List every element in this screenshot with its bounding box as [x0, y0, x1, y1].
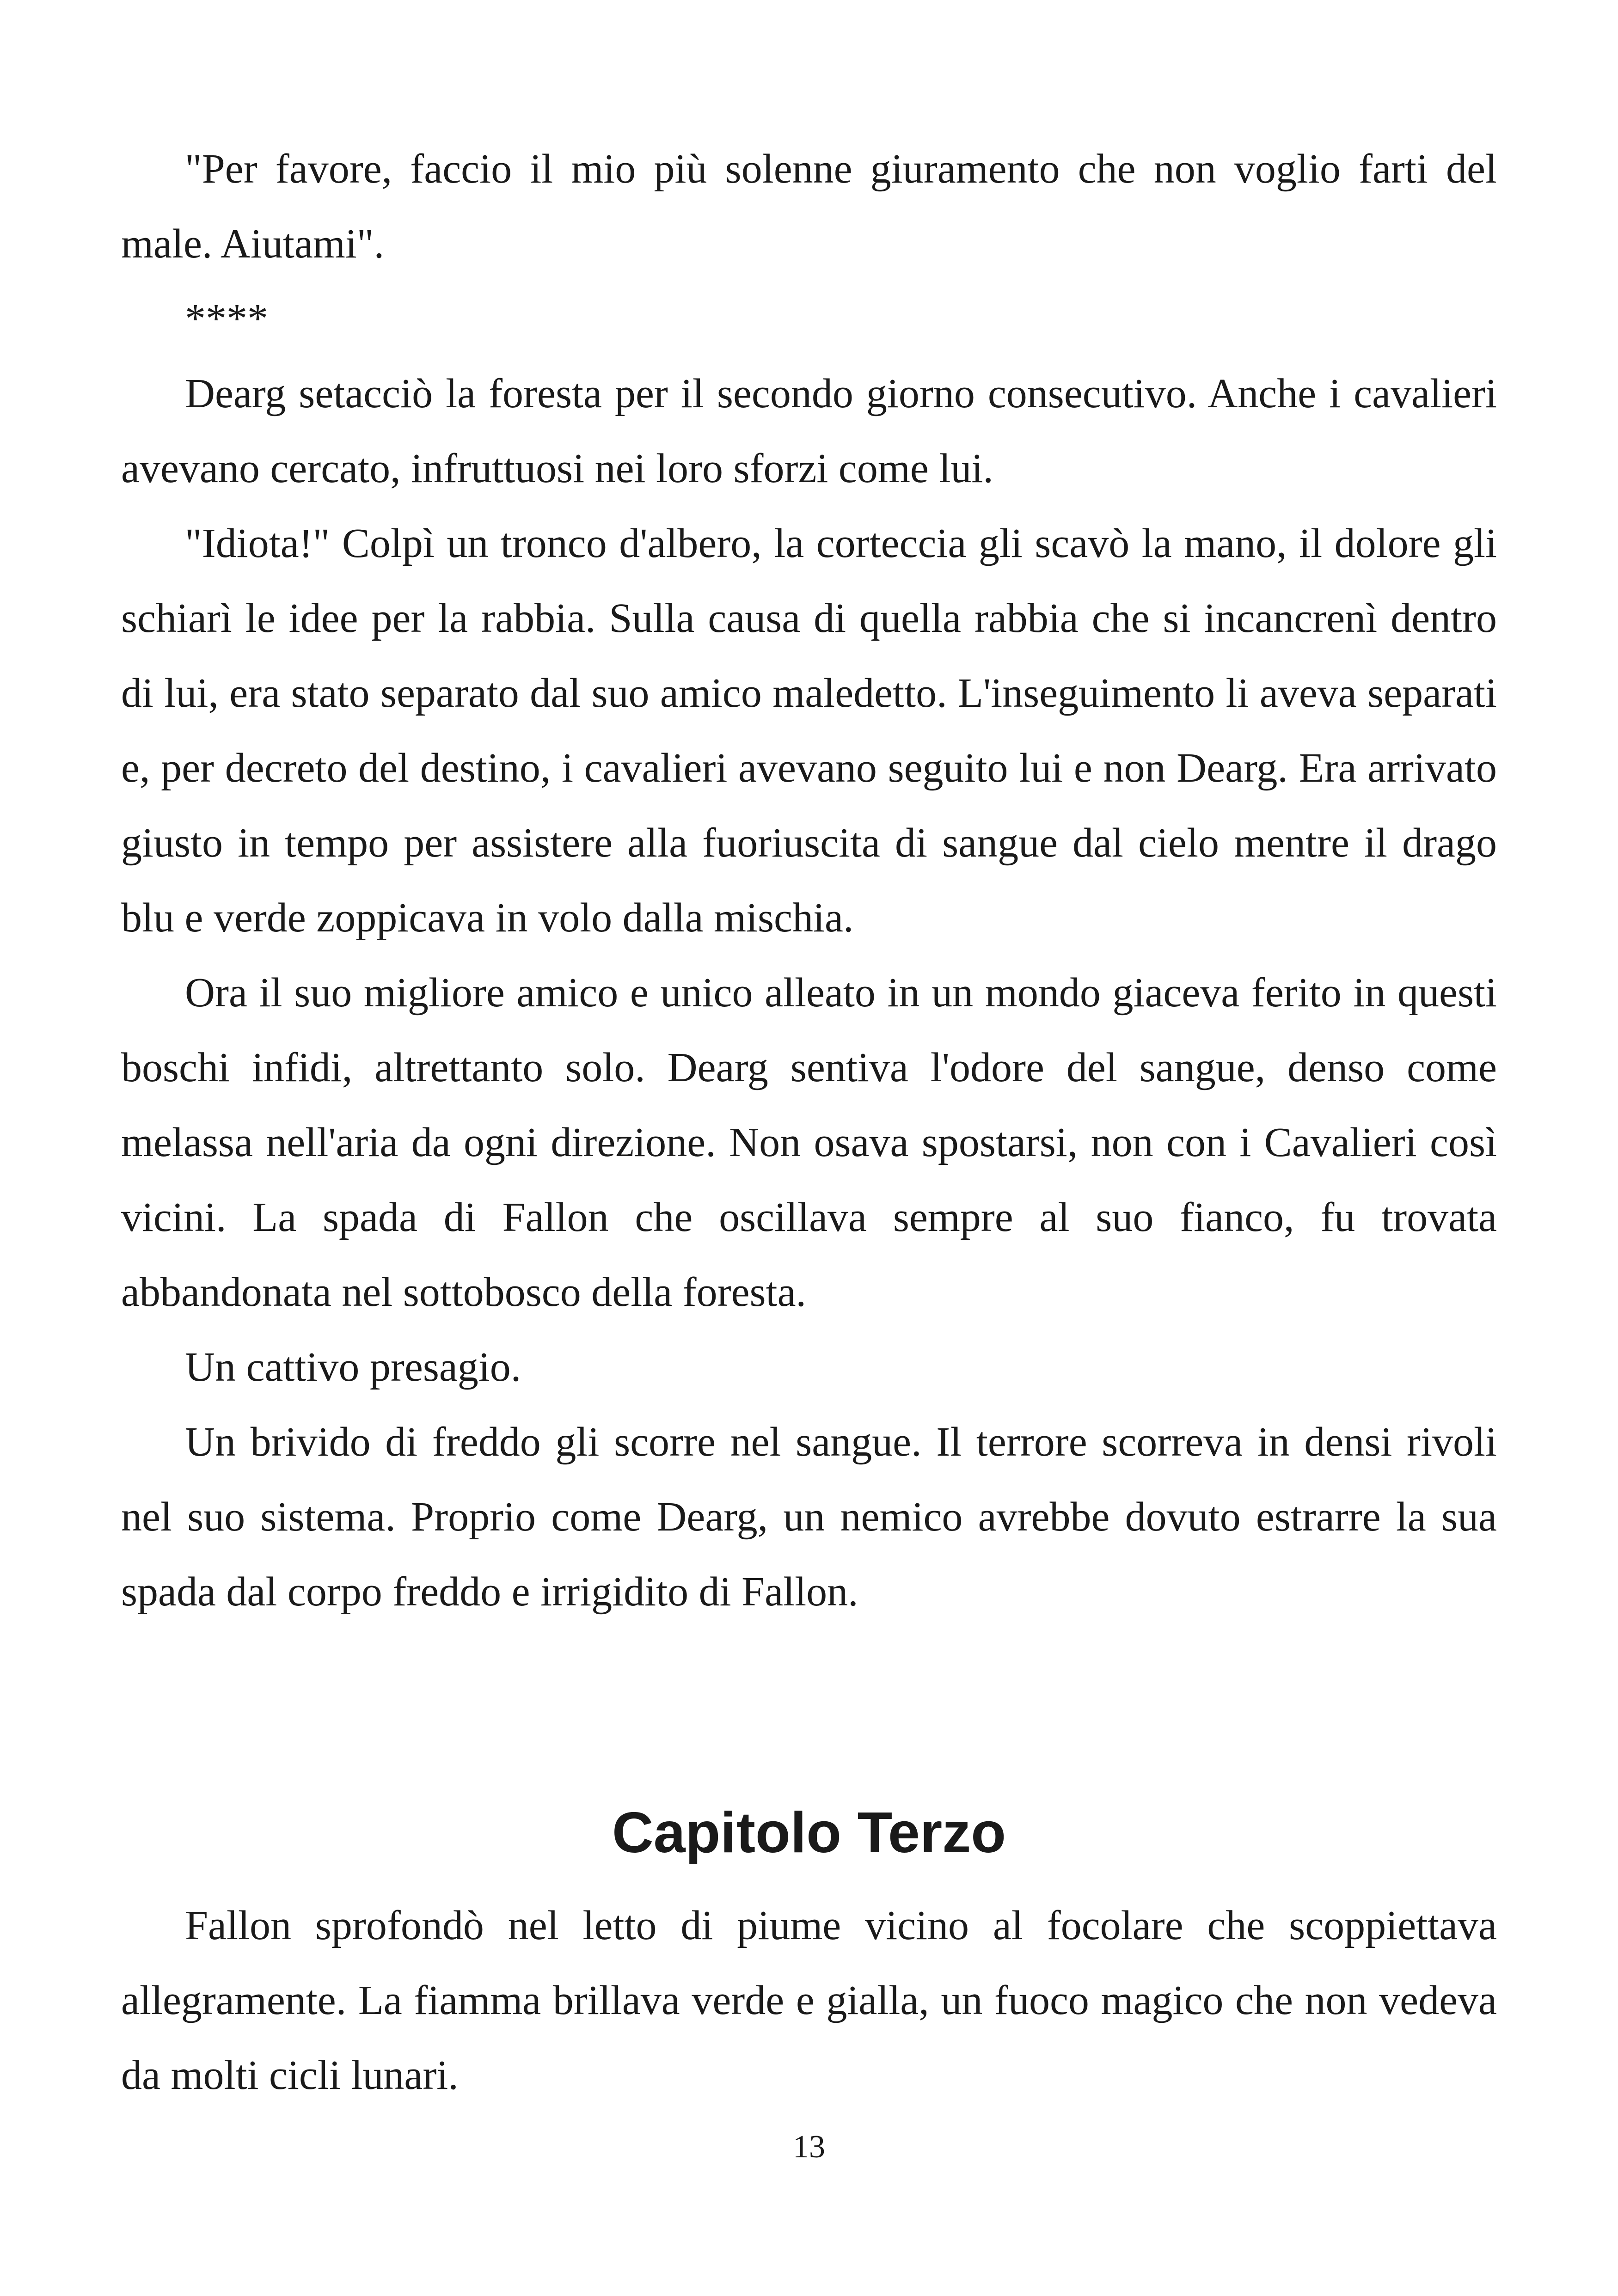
paragraph-best-friend: Ora il suo migliore amico e unico alleato in un mondo giaceva ferito in questi boschi infidi, altrettanto solo. Dearg sentiva l'odore del sangue, denso come melassa nell'aria da ogni direzione. Non osava spostarsi, non con i Cavalieri così vicini. La spada di Fallon che oscillava sempre al suo fianco, fu trovata abbandonata nel sottobosco della foresta.: [121, 970, 1497, 1315]
paragraph-dearg-search: Dearg setacciò la foresta per il secondo giorno consecutivo. Anche i cavalieri avevano cercato, infruttuosi nei loro sforzi come lui.: [121, 371, 1497, 491]
page-number: 13: [793, 2129, 825, 2165]
page-body: [121, 132, 1497, 2113]
paragraph-fallon-bed: Fallon sprofondò nel letto di piume vicino al focolare che scoppiettava allegramente. La fiamma brillava verde e gialla, un fuoco magico che non vedeva da molti cicli lunari.: [121, 1903, 1497, 2098]
paragraph-bad-omen: Un cattivo presagio.: [185, 1344, 521, 1390]
paragraph-plea: "Per favore, faccio il mio più solenne giuramento che non voglio farti del male. Aiutami".: [121, 146, 1497, 267]
scene-break: ****: [185, 296, 268, 342]
paragraph-chill: Un brivido di freddo gli scorre nel sangue. Il terrore scorreva in densi rivoli nel suo sistema. Proprio come Dearg, un nemico avrebbe dovuto estrarre la sua spada dal corpo freddo e irrigidito di Fallon.: [121, 1419, 1497, 1615]
paragraph-idiota: "Idiota!" Colpì un tronco d'albero, la corteccia gli scavò la mano, il dolore gli schiarì le idee per la rabbia. Sulla causa di quella rabbia che si incancrenì dentro di lui, era stato separato dal suo amico maledetto. L'inseguimento li aveva separati e, per decreto del destino, i cavalieri avevano seguito lui e non Dearg. Era arrivato giusto in tempo per assistere alla fuoriuscita di sangue dal cielo mentre il drago blu e verde zoppicava in volo dalla mischia.: [121, 520, 1497, 941]
section-spacer: [121, 1629, 1497, 1777]
chapter-title: Capitolo Terzo: [612, 1801, 1006, 1865]
